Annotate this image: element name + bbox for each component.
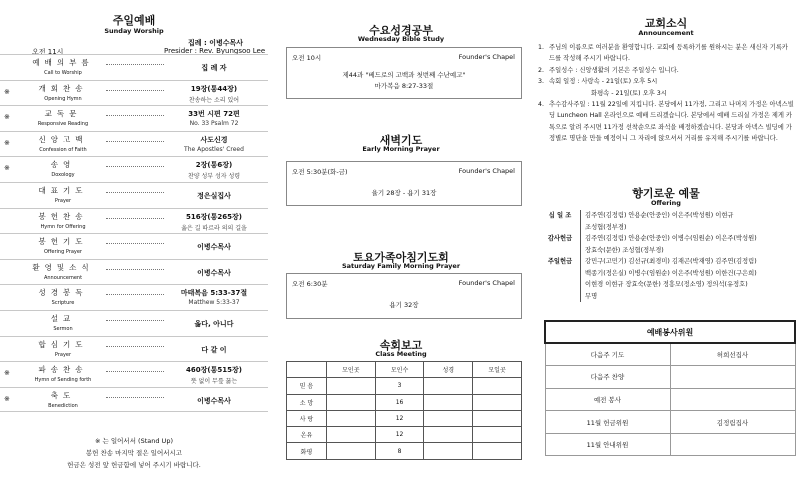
class-meeting-row (287, 378, 522, 394)
worship-item-detail (160, 340, 268, 355)
offering-line: 조성협(정부경) (585, 223, 627, 231)
saturday-place: Founder's Chapel (458, 279, 515, 287)
worship-item-detail (160, 212, 268, 232)
class-meeting-row (287, 427, 522, 443)
class-meeting-header: 모인수 (375, 362, 424, 378)
presider: Presider : Rev. Byungsoo Lee (164, 47, 266, 55)
class-meeting-title: 속회보고 (379, 339, 423, 352)
worship-item-value: 다 같 이 (201, 345, 227, 354)
stand-mark: ※ (4, 113, 10, 122)
worship-item-ko: 예배의부름 (32, 58, 94, 67)
worship-item-label (18, 236, 108, 255)
worship-item-detail (160, 109, 268, 127)
dotted-leader (106, 115, 164, 116)
announcement-text: 속회 일정 : 사랑속 - 21일(토) 오후 5시 (549, 78, 658, 86)
class-meeting-cell (424, 394, 473, 410)
worship-item-en: Scripture (51, 300, 75, 307)
class-meeting-cell (473, 378, 522, 394)
offering-list (540, 210, 796, 302)
wednesday-scripture: 마가복음 8:27-33절 (374, 82, 434, 90)
service-row (545, 343, 795, 366)
dotted-leader (106, 64, 164, 65)
worship-item-ko: 축도 (50, 390, 76, 400)
dotted-leader (106, 320, 164, 321)
worship-item-ko: 파송찬송 (38, 365, 88, 375)
offering-row (540, 210, 796, 233)
dawn-box (286, 161, 522, 206)
wednesday-title: 수요성경공부 (369, 24, 433, 37)
stand-mark: ※ (4, 369, 10, 378)
offering-line: 김주연(김정림) 안용순(안중인) 이은주(박성원) 이현규 (585, 212, 734, 219)
dotted-leader (106, 141, 164, 142)
worship-item-detail (160, 365, 268, 385)
offering-line: 백종기(정은실) 이병수(임원순) 이은주(박성원) 이한건(구은희) (585, 269, 757, 277)
saturday-box (286, 273, 522, 319)
middle-column (276, 0, 526, 485)
dotted-leader (106, 397, 164, 398)
announcement-number: 3. (538, 78, 545, 86)
worship-item-value: 집 례 자 (201, 64, 227, 72)
class-meeting-cell (326, 443, 375, 459)
worship-item-en: Call to Worship (44, 70, 82, 76)
worship-item-ko: 합심기도 (38, 339, 88, 349)
class-meeting-cell: 12 (375, 410, 424, 426)
service-role: 다음주 찬양 (545, 366, 670, 389)
worship-item-subvalue: 옳은 길 따르라 의의 길을 (181, 224, 247, 232)
worship-item-subvalue: 찬송하는 소리 있어 (188, 96, 240, 104)
announcement-item (538, 65, 794, 76)
saturday-title-en: Saturday Family Morning Prayer (341, 262, 461, 270)
announcement-number: 2. (538, 66, 545, 74)
dawn-time: 오전 5:30분(화-금) (292, 168, 348, 176)
class-meeting-cell (473, 443, 522, 459)
worship-item-value: 마태복음 5:33-37절 (180, 289, 248, 298)
worship-item-en: Hymn of Sending forth (34, 377, 92, 384)
class-meeting-cell (424, 410, 473, 426)
class-meeting-cell (326, 410, 375, 426)
right-column (532, 0, 800, 485)
worship-item-detail (160, 160, 268, 180)
announcement-text: 주님의 이름으로 여러분을 환영합니다. 교회에 등록하기를 원하시는 분은 새신자 기록카드를 작성해 주시기 바랍니다. (549, 44, 788, 63)
worship-item-label (18, 185, 108, 204)
worship-item-label (18, 108, 108, 127)
worship-item-en: Responsive Reading (37, 121, 89, 128)
offering-label: 십 일 조 (548, 212, 572, 219)
worship-item-ko: 설교 (50, 313, 76, 323)
announcement-text: 화평속 - 21일(토) 오후 3시 (591, 89, 667, 97)
worship-item-label (18, 57, 108, 76)
service-person: 허희선집사 (670, 343, 795, 366)
worship-row (0, 336, 268, 362)
stand-mark: ※ (4, 138, 10, 147)
worship-item-value: 460장(통515장) (186, 366, 242, 375)
service-row (545, 411, 795, 434)
worship-item-label (18, 159, 108, 178)
order-of-worship (0, 54, 268, 412)
worship-item-en: Doxology (51, 172, 75, 179)
worship-item-ko: 신앙고백 (38, 134, 88, 144)
worship-item-en: Confession of Faith (39, 146, 87, 153)
worship-item-en: Prayer (54, 351, 72, 358)
class-meeting-cell (473, 394, 522, 410)
offering-names (580, 256, 796, 302)
service-person (670, 366, 795, 389)
worship-item-detail (160, 314, 268, 329)
service-committee-table (544, 320, 796, 456)
service-role: 11월 헌금위원 (545, 411, 670, 434)
sunday-time: 오전 11시 (32, 48, 64, 56)
class-meeting-row (287, 410, 522, 426)
worship-item-label (18, 287, 108, 306)
worship-item-detail (160, 58, 268, 73)
saturday-title: 토요가족아침기도회 (353, 251, 449, 264)
worship-item-label (18, 339, 108, 358)
worship-item-detail (160, 84, 268, 104)
wednesday-time: 오전 10시 (292, 54, 322, 62)
service-role: 11월 안내위원 (545, 433, 670, 456)
offering-row (540, 233, 796, 256)
service-role: 다음주 기도 (545, 343, 670, 366)
worship-row (0, 80, 268, 106)
offering-title: 향기로운 예물 (632, 187, 700, 200)
worship-item-value: 사도신경 (200, 135, 228, 144)
class-name: 온유 (287, 427, 327, 443)
sunday-worship-column (0, 0, 268, 485)
class-meeting-cell (473, 410, 522, 426)
class-meeting-header: 성경 (424, 362, 473, 378)
news-title-en: Announcement (638, 29, 694, 37)
worship-row (0, 284, 268, 310)
worship-item-label (18, 134, 108, 153)
leader-line: 집례 : 이병수목사 (188, 39, 244, 47)
class-meeting-cell (326, 394, 375, 410)
announcements-list (538, 42, 794, 145)
dotted-leader (106, 346, 164, 347)
class-meeting-cell: 12 (375, 427, 424, 443)
worship-item-label (18, 211, 108, 230)
dotted-leader (106, 192, 164, 193)
announcement-number: 4. (538, 101, 545, 109)
class-meeting-cell: 8 (375, 443, 424, 459)
offering-names (580, 210, 796, 233)
sunday-title: 주일예배 (112, 14, 156, 27)
worship-item-subvalue: Matthew 5:33-37 (188, 299, 240, 307)
class-meeting-header: 모일곳 (473, 362, 522, 378)
worship-item-value: 2장(통6장) (195, 161, 233, 170)
worship-row (0, 310, 268, 336)
dotted-leader (106, 218, 164, 219)
worship-item-value: 이병수목사 (197, 268, 231, 277)
offering-note-1: 봉헌 찬송 마지막 절은 일어서시고 (85, 449, 183, 457)
announcement-item (538, 42, 794, 65)
offering-label: 주일헌금 (547, 258, 573, 265)
worship-item-ko: 대표기도 (38, 185, 88, 195)
wednesday-place: Founder's Chapel (458, 53, 515, 61)
dawn-reading: 율기 28장 - 욥기 31장 (371, 189, 437, 197)
worship-item-subvalue: The Apostles' Creed (184, 145, 244, 153)
wednesday-box (286, 47, 522, 99)
saturday-reading: 욥기 32장 (389, 301, 419, 309)
worship-item-subvalue: 찬양 성부 성자 성령 (187, 173, 241, 181)
class-meeting-cell (424, 443, 473, 459)
class-meeting-cell (473, 427, 522, 443)
worship-item-en: Prayer (54, 197, 72, 204)
class-meeting-cell (424, 427, 473, 443)
class-meeting-cell (326, 427, 375, 443)
worship-item-label (18, 83, 108, 102)
worship-item-en: Announcement (43, 274, 83, 281)
service-role: 예전 봉사 (545, 388, 670, 411)
wednesday-lesson: 제44과 "베드로의 고백과 첫번째 수난예고" (342, 71, 466, 79)
worship-item-value: 이병수목사 (197, 243, 231, 252)
worship-item-en: Hymn for Offering (40, 223, 86, 230)
offering-line: 강민구(고민기) 김선규(최경미) 김재곤(박재영) 김주연(김정림) (585, 258, 757, 265)
worship-item-en: Sermon (53, 325, 73, 332)
worship-item-value: 정은실집사 (197, 191, 231, 200)
offering-note-2: 헌금은 성전 앞 헌금함에 넣어 주시기 바랍니다. (67, 461, 201, 469)
offering-label: 감사헌금 (547, 235, 573, 242)
worship-item-en: Benediction (48, 402, 78, 409)
offering-names (580, 233, 796, 256)
worship-item-subvalue: 뜻 없이 무릎 꿇는 (190, 378, 238, 386)
class-meeting-cell (326, 378, 375, 394)
worship-item-label (18, 390, 108, 409)
class-name: 믿 음 (287, 378, 327, 394)
service-row (545, 388, 795, 411)
worship-item-detail (160, 135, 268, 153)
wednesday-title-en: Wednesday Bible Study (357, 35, 445, 43)
service-person (670, 433, 795, 456)
worship-item-detail (160, 288, 268, 306)
service-person (670, 388, 795, 411)
worship-item-ko: 봉헌기도 (38, 237, 88, 247)
class-meeting-table (286, 361, 522, 460)
service-title: 예배봉사위원 (545, 321, 795, 343)
dotted-leader (106, 90, 164, 91)
dawn-title-en: Early Morning Prayer (362, 145, 440, 153)
worship-row (0, 54, 268, 80)
announcement-number: 1. (538, 44, 545, 51)
class-meeting-header-row (287, 362, 522, 378)
worship-item-en: Offering Prayer (44, 249, 82, 256)
dotted-leader (106, 371, 164, 372)
dotted-leader (106, 243, 164, 244)
worship-item-value: 33번 시편 72편 (188, 110, 240, 119)
class-name: 사 랑 (287, 410, 327, 426)
class-meeting-row (287, 443, 522, 459)
service-person: 김정림집사 (670, 411, 795, 434)
announcement-text: 주일성수 : 신앙생활의 기본은 주일성수 입니다. (549, 66, 679, 74)
stand-mark: ※ (4, 87, 10, 96)
announcement-text: 추수감사주일 : 11월 22일에 지킵니다. 본당에서 11가정, 그리고 나머지 가정은 아넥스빌딩 Luncheon Hall 온라인으로 예배 드리겠습니다. 본당에서 예배 드리실 가정은 제게 카톡으로 알려 주시면 11가정 선착순으로 좌석을 배정하겠습니다. 본당과 아넥스 빌딩에 가정별로 명단을 만들 예정이니 그 자리에 앉으셔서 거리를 유지해 주시기를 바랍니다. (549, 101, 794, 143)
stand-up-note: ※ 는 일어서서 (Stand Up) (95, 437, 173, 445)
worship-row (0, 182, 268, 208)
sunday-title-en: Sunday Worship (104, 27, 164, 35)
class-meeting-header (287, 362, 327, 378)
worship-item-ko: 봉헌찬송 (38, 211, 88, 221)
worship-item-value: 19장(통44장) (190, 84, 238, 93)
stand-mark: ※ (4, 394, 10, 403)
worship-item-detail (160, 237, 268, 252)
offering-line: 김주연(김정림) 안용순(안중인) 이병수(임원순) 이은주(박성원) (585, 235, 757, 242)
worship-item-ko: 개회찬송 (38, 83, 88, 93)
worship-item-label (18, 262, 108, 281)
class-name: 화평 (287, 443, 327, 459)
worship-item-value: 이병수목사 (197, 396, 231, 405)
stand-mark: ※ (4, 164, 10, 173)
class-meeting-row (287, 394, 522, 410)
offering-line: 이현경 이현규 장효숙(문한) 정흥모(정소영) 정의석(유정호) (585, 281, 748, 288)
class-meeting-cell: 3 (375, 378, 424, 394)
offering-title-en: Offering (651, 199, 681, 207)
service-row (545, 366, 795, 389)
worship-row (0, 208, 268, 234)
worship-item-detail (160, 263, 268, 278)
worship-item-value: 옳다, 아니다 (194, 319, 234, 328)
worship-item-subvalue: No. 33 Psalm 72 (189, 120, 239, 128)
announcement-item (538, 88, 794, 99)
dotted-leader (106, 269, 164, 270)
worship-item-value: 516장(통265장) (186, 212, 242, 221)
worship-row (0, 131, 268, 157)
dawn-title: 새벽기도 (379, 134, 423, 147)
worship-item-ko: 환영및소식 (32, 262, 94, 272)
dawn-place: Founder's Chapel (458, 167, 515, 175)
announcement-item (538, 76, 794, 87)
worship-item-label (18, 364, 108, 383)
offering-row (540, 256, 796, 302)
worship-row (0, 361, 268, 387)
news-title: 교회소식 (644, 17, 688, 30)
class-meeting-cell (424, 378, 473, 394)
worship-row (0, 233, 268, 259)
class-meeting-title-en: Class Meeting (375, 350, 427, 358)
service-header-row (545, 321, 795, 343)
class-meeting-cell: 16 (375, 394, 424, 410)
worship-row (0, 105, 268, 131)
worship-item-label (18, 313, 108, 332)
dotted-leader (106, 294, 164, 295)
offering-line: 무명 (585, 292, 598, 300)
worship-row (0, 387, 268, 413)
worship-item-en: Opening Hymn (44, 95, 82, 102)
worship-item-ko: 성경봉독 (38, 288, 88, 298)
worship-item-detail (160, 186, 268, 201)
saturday-time: 오전 6:30분 (292, 280, 328, 288)
class-name: 소 망 (287, 394, 327, 410)
offering-line: 장효숙(문한) 조성협(정부경) (585, 246, 664, 254)
worship-row (0, 259, 268, 285)
dotted-leader (106, 166, 164, 167)
worship-item-detail (160, 391, 268, 406)
worship-row (0, 156, 268, 182)
worship-item-ko: 송영 (50, 160, 76, 170)
class-meeting-header: 모인곳 (326, 362, 375, 378)
worship-item-ko: 교독문 (44, 109, 82, 119)
service-row (545, 433, 795, 456)
announcement-item (538, 99, 794, 145)
